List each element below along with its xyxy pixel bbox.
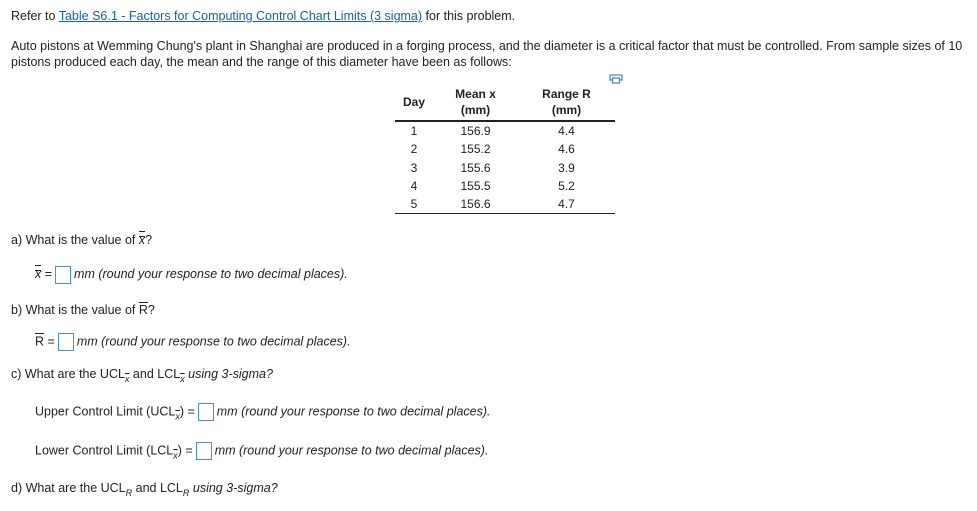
problem-text: Auto pistons at Wemming Chung's plant in Shanghai are produced in a forging process, and the diameter is a critical factor that must be controlled. From sample sizes of 10 pistons produced each day, the mean and the range of this diameter have been as follows:: [11, 39, 963, 69]
cell-day: 5: [410, 197, 418, 212]
table-header-row: [395, 84, 615, 121]
table-row: [395, 121, 615, 140]
cell-day: 3: [410, 160, 418, 175]
cell-range: 4.4: [558, 124, 575, 139]
header-range: Range R (mm): [542, 87, 591, 117]
header-mean: Mean x (mm): [455, 87, 496, 117]
cell-range: 5.2: [558, 179, 575, 194]
question-a-answer-row: x = mm (round your response to two decimal places).: [35, 264, 348, 284]
ucl-xbar-row: Upper Control Limit $(UCL_{\overline{x}})$ = mm (round your response to two decimal places).: [35, 404, 491, 422]
cell-mean: 155.5: [460, 179, 491, 194]
table-row: [395, 140, 615, 158]
question-b-hint: mm (round your response to two decimal places).: [76, 334, 351, 349]
cell-mean: 156.6: [460, 197, 491, 212]
question-b-answer-row: $\overline{R}$ = mm (round your response to two decimal places).: [35, 333, 351, 351]
header-day: Day: [402, 95, 425, 109]
table-s61-link[interactable]: Table S6.1 - Factors for Computing Control Chart Limits (3 sigma): [58, 9, 423, 23]
table-row: [395, 177, 615, 195]
lcl-xbar-input[interactable]: [196, 442, 212, 460]
cell-range: 4.7: [558, 197, 575, 212]
question-a-prompt: a) What is the value of x?: [11, 230, 152, 247]
cell-mean: 155.6: [460, 160, 491, 175]
cell-day: 2: [410, 142, 418, 157]
cell-range: 4.6: [558, 142, 575, 157]
ucl-xbar-hint: mm (round your response to two decimal places).: [216, 404, 491, 419]
intro-suffix: for this problem.: [425, 9, 516, 23]
cell-mean: 155.2: [460, 142, 491, 157]
rbar-symbol: $\overline{R}$: [138, 303, 148, 317]
xbarbar-input[interactable]: [55, 266, 71, 284]
cell-day: 4: [410, 179, 418, 194]
lcl-xbar-row: Lower Control Limit $(LCL_{\overline{x}})$ = mm (round your response to two decimal places).: [35, 443, 489, 461]
xbarbar-symbol: x: [138, 233, 146, 247]
question-b-prompt: b) What is the value of $\overline{R}$?: [11, 303, 155, 317]
data-table: [395, 84, 615, 214]
cell-mean: 156.9: [460, 124, 491, 139]
table-row: [395, 195, 615, 214]
intro-line: [11, 9, 515, 23]
cell-day: 1: [410, 124, 418, 139]
question-a-hint: mm (round your response to two decimal places).: [74, 267, 348, 281]
question-d-prompt: d) What are the $UCL_R$ and $LCL_R$ using 3-sigma?: [11, 481, 278, 498]
print-icon[interactable]: [609, 72, 623, 84]
rbar-input[interactable]: [58, 333, 74, 351]
question-c-prompt: c) What are the $UCL_{\overline{x}}$ and $LCL_{\overline{x}}$ using 3-sigma?: [11, 367, 273, 384]
table-row: [395, 159, 615, 177]
intro-prefix: Refer to: [11, 9, 56, 23]
ucl-xbar-input[interactable]: [198, 403, 214, 421]
cell-range: 3.9: [558, 160, 575, 175]
lcl-xbar-hint: mm (round your response to two decimal places).: [214, 443, 489, 458]
